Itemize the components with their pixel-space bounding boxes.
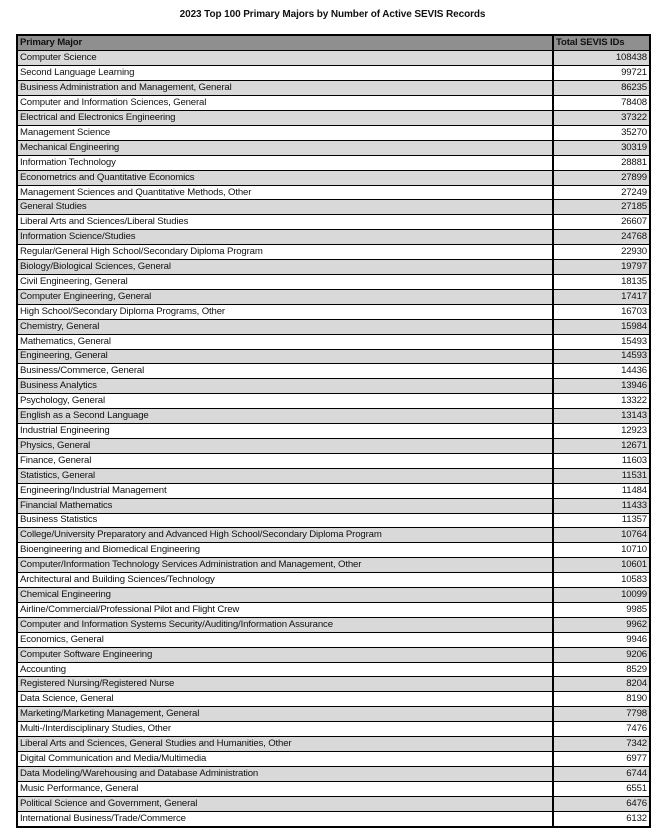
table-row: [18, 66, 649, 81]
primary-major-cell: Regular/General High School/Secondary Diploma Program: [18, 245, 553, 260]
primary-major-cell: Chemistry, General: [18, 319, 553, 334]
table-row: [18, 424, 649, 439]
total-sevis-ids-cell: 12671: [553, 438, 649, 453]
table-row: [18, 617, 649, 632]
primary-major-cell: Marketing/Marketing Management, General: [18, 707, 553, 722]
primary-major-cell: General Studies: [18, 200, 553, 215]
table-row: [18, 125, 649, 140]
table-row: [18, 781, 649, 796]
total-sevis-ids-cell: 8204: [553, 677, 649, 692]
total-sevis-ids-cell: 11357: [553, 513, 649, 528]
table-row: [18, 543, 649, 558]
table-row: [18, 289, 649, 304]
primary-major-cell: Computer Engineering, General: [18, 289, 553, 304]
total-sevis-ids-cell: 13322: [553, 394, 649, 409]
table-row: [18, 498, 649, 513]
total-sevis-ids-cell: 27899: [553, 170, 649, 185]
total-sevis-ids-cell: 9946: [553, 632, 649, 647]
table-row: [18, 51, 649, 66]
total-sevis-ids-cell: 6132: [553, 811, 649, 826]
total-sevis-ids-cell: 7476: [553, 722, 649, 737]
primary-major-cell: Bioengineering and Biomedical Engineering: [18, 543, 553, 558]
primary-major-cell: Liberal Arts and Sciences/Liberal Studies: [18, 215, 553, 230]
primary-major-cell: Mathematics, General: [18, 334, 553, 349]
table-row: [18, 304, 649, 319]
primary-major-cell: College/University Preparatory and Advanced High School/Secondary Diploma Program: [18, 528, 553, 543]
total-sevis-ids-cell: 8190: [553, 692, 649, 707]
table-row: [18, 245, 649, 260]
total-sevis-ids-cell: 22930: [553, 245, 649, 260]
table-row: [18, 155, 649, 170]
table-row: [18, 438, 649, 453]
table-row: [18, 185, 649, 200]
table-row: [18, 662, 649, 677]
table-row: [18, 558, 649, 573]
primary-major-cell: Psychology, General: [18, 394, 553, 409]
primary-major-cell: Chemical Engineering: [18, 588, 553, 603]
table-row: [18, 647, 649, 662]
table-row: [18, 811, 649, 826]
primary-major-cell: Liberal Arts and Sciences, General Studies and Humanities, Other: [18, 737, 553, 752]
total-sevis-ids-cell: 27185: [553, 200, 649, 215]
table-row: [18, 602, 649, 617]
total-sevis-ids-cell: 10710: [553, 543, 649, 558]
primary-major-cell: Management Sciences and Quantitative Methods, Other: [18, 185, 553, 200]
total-sevis-ids-cell: 15984: [553, 319, 649, 334]
table-row: [18, 81, 649, 96]
table-row: [18, 275, 649, 290]
table-row: [18, 111, 649, 126]
total-sevis-ids-cell: 78408: [553, 96, 649, 111]
table-row: [18, 573, 649, 588]
table-row: [18, 632, 649, 647]
table-row: [18, 140, 649, 155]
primary-major-cell: Computer/Information Technology Services Administration and Management, Other: [18, 558, 553, 573]
primary-major-cell: Multi-/Interdisciplinary Studies, Other: [18, 722, 553, 737]
primary-major-cell: Computer and Information Sciences, General: [18, 96, 553, 111]
table-row: [18, 453, 649, 468]
primary-major-cell: Data Science, General: [18, 692, 553, 707]
total-sevis-ids-cell: 11433: [553, 498, 649, 513]
table-row: [18, 96, 649, 111]
total-sevis-ids-cell: 10764: [553, 528, 649, 543]
table-row: [18, 692, 649, 707]
table-row: [18, 677, 649, 692]
primary-major-cell: Second Language Learning: [18, 66, 553, 81]
primary-major-cell: Digital Communication and Media/Multimedia: [18, 752, 553, 767]
table-row: [18, 379, 649, 394]
table-row: [18, 170, 649, 185]
column-header-total-sevis-ids: Total SEVIS IDs: [553, 36, 649, 51]
primary-major-cell: Information Science/Studies: [18, 230, 553, 245]
total-sevis-ids-cell: 14436: [553, 364, 649, 379]
total-sevis-ids-cell: 10099: [553, 588, 649, 603]
primary-major-cell: Political Science and Government, General: [18, 796, 553, 811]
total-sevis-ids-cell: 7342: [553, 737, 649, 752]
table-row: [18, 766, 649, 781]
total-sevis-ids-cell: 6551: [553, 781, 649, 796]
primary-major-cell: Information Technology: [18, 155, 553, 170]
primary-major-cell: Physics, General: [18, 438, 553, 453]
primary-major-cell: Engineering, General: [18, 349, 553, 364]
majors-table-container: [16, 34, 651, 828]
total-sevis-ids-cell: 19797: [553, 260, 649, 275]
table-row: [18, 796, 649, 811]
total-sevis-ids-cell: 9962: [553, 617, 649, 632]
total-sevis-ids-cell: 11603: [553, 453, 649, 468]
table-row: [18, 364, 649, 379]
table-row: [18, 588, 649, 603]
primary-major-cell: Music Performance, General: [18, 781, 553, 796]
total-sevis-ids-cell: 16703: [553, 304, 649, 319]
table-row: [18, 483, 649, 498]
primary-major-cell: Mechanical Engineering: [18, 140, 553, 155]
primary-major-cell: Management Science: [18, 125, 553, 140]
table-row: [18, 513, 649, 528]
primary-major-cell: English as a Second Language: [18, 409, 553, 424]
primary-major-cell: Econometrics and Quantitative Economics: [18, 170, 553, 185]
total-sevis-ids-cell: 13143: [553, 409, 649, 424]
table-row: [18, 737, 649, 752]
primary-major-cell: Computer and Information Systems Security/Auditing/Information Assurance: [18, 617, 553, 632]
total-sevis-ids-cell: 6476: [553, 796, 649, 811]
primary-major-cell: Business/Commerce, General: [18, 364, 553, 379]
total-sevis-ids-cell: 15493: [553, 334, 649, 349]
total-sevis-ids-cell: 12923: [553, 424, 649, 439]
total-sevis-ids-cell: 6744: [553, 766, 649, 781]
table-row: [18, 200, 649, 215]
total-sevis-ids-cell: 27249: [553, 185, 649, 200]
total-sevis-ids-cell: 18135: [553, 275, 649, 290]
total-sevis-ids-cell: 26607: [553, 215, 649, 230]
table-body: [18, 51, 649, 826]
primary-major-cell: Airline/Commercial/Professional Pilot and Flight Crew: [18, 602, 553, 617]
primary-major-cell: Industrial Engineering: [18, 424, 553, 439]
primary-major-cell: Data Modeling/Warehousing and Database Administration: [18, 766, 553, 781]
primary-major-cell: Statistics, General: [18, 468, 553, 483]
total-sevis-ids-cell: 11531: [553, 468, 649, 483]
table-row: [18, 528, 649, 543]
total-sevis-ids-cell: 17417: [553, 289, 649, 304]
total-sevis-ids-cell: 99721: [553, 66, 649, 81]
primary-major-cell: Civil Engineering, General: [18, 275, 553, 290]
primary-major-cell: Business Administration and Management, General: [18, 81, 553, 96]
primary-major-cell: Electrical and Electronics Engineering: [18, 111, 553, 126]
primary-major-cell: Business Statistics: [18, 513, 553, 528]
total-sevis-ids-cell: 9206: [553, 647, 649, 662]
primary-major-cell: Economics, General: [18, 632, 553, 647]
total-sevis-ids-cell: 108438: [553, 51, 649, 66]
total-sevis-ids-cell: 35270: [553, 125, 649, 140]
primary-major-cell: Computer Science: [18, 51, 553, 66]
primary-major-cell: Finance, General: [18, 453, 553, 468]
total-sevis-ids-cell: 7798: [553, 707, 649, 722]
table-row: [18, 394, 649, 409]
table-row: [18, 707, 649, 722]
table-row: [18, 468, 649, 483]
table-row: [18, 215, 649, 230]
total-sevis-ids-cell: 9985: [553, 602, 649, 617]
table-row: [18, 722, 649, 737]
total-sevis-ids-cell: 37322: [553, 111, 649, 126]
table-row: [18, 752, 649, 767]
primary-major-cell: Financial Mathematics: [18, 498, 553, 513]
table-row: [18, 260, 649, 275]
table-row: [18, 230, 649, 245]
table-row: [18, 349, 649, 364]
primary-major-cell: High School/Secondary Diploma Programs, Other: [18, 304, 553, 319]
primary-major-cell: International Business/Trade/Commerce: [18, 811, 553, 826]
primary-major-cell: Registered Nursing/Registered Nurse: [18, 677, 553, 692]
table-row: [18, 319, 649, 334]
total-sevis-ids-cell: 10601: [553, 558, 649, 573]
column-header-primary-major: Primary Major: [18, 36, 553, 51]
primary-major-cell: Accounting: [18, 662, 553, 677]
primary-major-cell: Biology/Biological Sciences, General: [18, 260, 553, 275]
primary-major-cell: Computer Software Engineering: [18, 647, 553, 662]
total-sevis-ids-cell: 6977: [553, 752, 649, 767]
primary-major-cell: Engineering/Industrial Management: [18, 483, 553, 498]
primary-major-cell: Architectural and Building Sciences/Technology: [18, 573, 553, 588]
page-title: 2023 Top 100 Primary Majors by Number of Active SEVIS Records: [179, 9, 486, 20]
majors-table: [18, 36, 649, 826]
total-sevis-ids-cell: 10583: [553, 573, 649, 588]
total-sevis-ids-cell: 86235: [553, 81, 649, 96]
table-row: [18, 409, 649, 424]
total-sevis-ids-cell: 13946: [553, 379, 649, 394]
table-header-row: [18, 36, 649, 51]
total-sevis-ids-cell: 8529: [553, 662, 649, 677]
table-row: [18, 334, 649, 349]
total-sevis-ids-cell: 30319: [553, 140, 649, 155]
total-sevis-ids-cell: 28881: [553, 155, 649, 170]
total-sevis-ids-cell: 24768: [553, 230, 649, 245]
total-sevis-ids-cell: 14593: [553, 349, 649, 364]
total-sevis-ids-cell: 11484: [553, 483, 649, 498]
primary-major-cell: Business Analytics: [18, 379, 553, 394]
